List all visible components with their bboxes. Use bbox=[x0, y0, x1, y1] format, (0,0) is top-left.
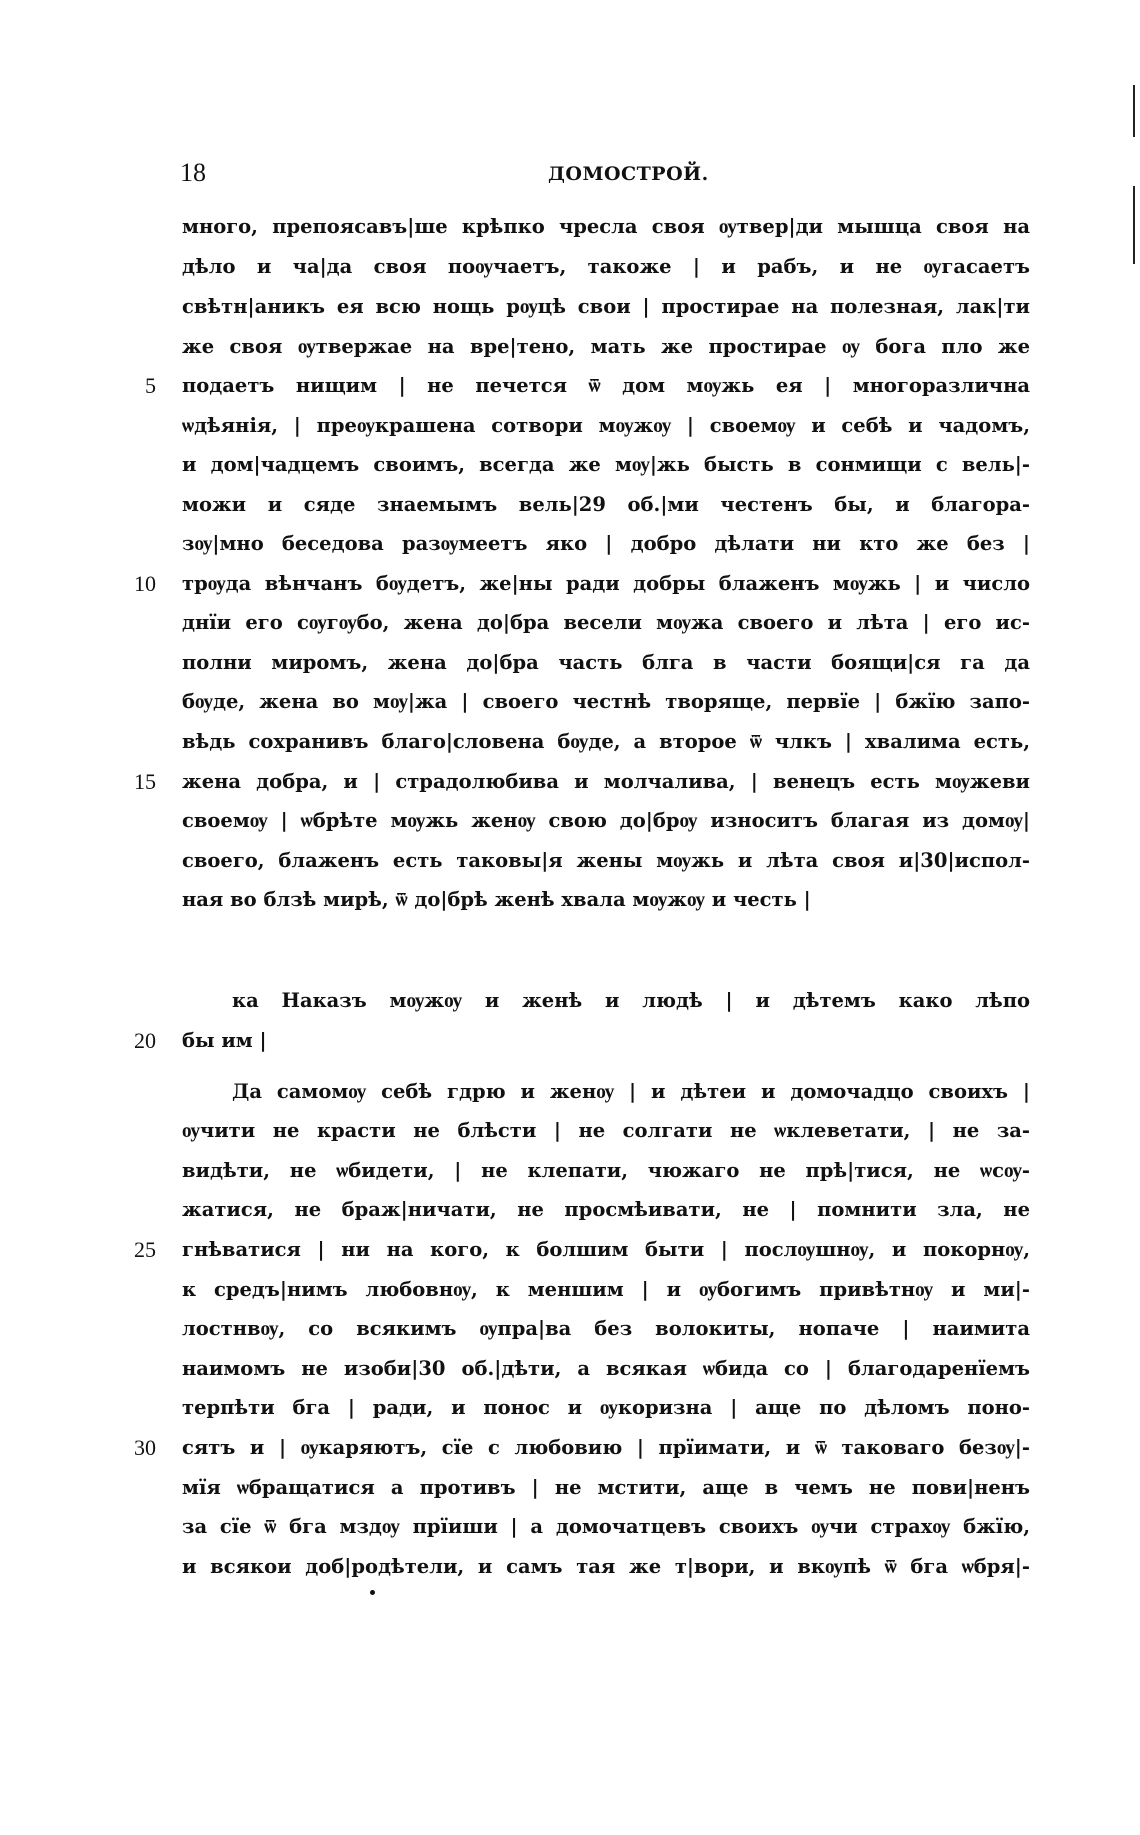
text-line: ѡдѣянія, | преѹкрашена сотвори мѹжѹ | своемѹ и себѣ и чадомъ, bbox=[182, 414, 1030, 437]
text-line: своего, блаженъ есть таковы|я жены мѹжь и лѣта своя и|30|испол- bbox=[182, 849, 1030, 872]
text-line: своемѹ | ѡбрѣте мѹжь женѹ свою до|брѹ износитъ благая из домѹ| bbox=[182, 809, 1030, 832]
text-line: днїи его сѹгѹбо, жена до|бра весели мѹжа своего и лѣта | его ис- bbox=[182, 611, 1030, 634]
edge-mark-mid bbox=[1133, 186, 1135, 264]
heading-line: бы им | bbox=[182, 1029, 267, 1052]
text-line: видѣти, не ѡбидети, | не клепати, чюжаго не прѣ|тися, не ѡсѹ- bbox=[182, 1159, 1030, 1182]
line-number: 5 bbox=[145, 373, 156, 398]
text-line: гнѣватися | ни на кого, к болшим быти | послѹшнѹ, и покорнѹ, bbox=[182, 1238, 1030, 1261]
edge-mark-top bbox=[1133, 85, 1135, 137]
text-line: и всякои доб|родѣтели, и самъ тая же т|вори, и вкѹпѣ ѿ бга ѡбря|- bbox=[182, 1555, 1030, 1578]
text-line: бѹде, жена во мѹ|жа | своего честнѣ творяще, первїе | бжїю запо- bbox=[182, 690, 1030, 713]
text-line: ная во блзѣ мирѣ, ѿ до|брѣ женѣ хвала мѹжѹ и честь | bbox=[182, 888, 811, 911]
page-number: 18 bbox=[180, 158, 206, 187]
text-line: свѣтн|аникъ ея всю нощь рѹцѣ свои | простирае на полезная, лак|ти bbox=[182, 295, 1030, 318]
text-line: лостнвѹ, со всякимъ ѹпра|ва без волокиты, нопаче | наимита bbox=[182, 1317, 1030, 1340]
text-line: же своя ѹтвержае на вре|тено, мать же простирае ѹ бога пло же bbox=[182, 335, 1030, 358]
text-line: много, препоясавъ|ше крѣпко чресла своя ѹтвер|ди мышца своя на bbox=[182, 215, 1030, 238]
line-number: 25 bbox=[134, 1237, 156, 1262]
line-number: 15 bbox=[134, 769, 156, 794]
text-line: жена добра, и | страдолюбива и молчалива, | венецъ есть мѹжеви bbox=[182, 770, 1030, 793]
text-line: за сїе ѿ бга мздѹ прїиши | а домочатцевъ своихъ ѹчи страхѹ бжїю, bbox=[182, 1515, 1030, 1538]
text-line: жатися, не браж|ничати, не просмѣивати, не | помнити зла, не bbox=[182, 1198, 1030, 1221]
text-line: терпѣти бга | ради, и понос и ѹкоризна | аще по дѣломъ поно- bbox=[182, 1396, 1030, 1419]
text-line: ѹчити не красти не блѣсти | не солгати не ѡклеветати, | не за- bbox=[182, 1119, 1030, 1142]
line-number: 30 bbox=[134, 1435, 156, 1460]
text-line: можи и сяде знаемымъ вель|29 об.|ми честенъ бы, и благора- bbox=[182, 493, 1030, 516]
text-line: и дом|чадцемъ своимъ, всегда же мѹ|жь бысть в сонмищи с вель|- bbox=[182, 453, 1030, 476]
text-line: мїя ѡбращатися а противъ | не мстити, аще в чемъ не пови|ненъ bbox=[182, 1476, 1030, 1499]
heading-line: ка Наказъ мѹжѹ и женѣ и людѣ | и дѣтемъ како лѣпо bbox=[232, 989, 1030, 1012]
ink-dot bbox=[370, 1590, 375, 1595]
text-line: к средъ|нимъ любовнѹ, к меншим | и ѹбогимъ привѣтнѹ и ми|- bbox=[182, 1278, 1030, 1301]
line-number: 10 bbox=[134, 571, 156, 596]
line-number: 20 bbox=[134, 1028, 156, 1053]
text-line: дѣло и ча|да своя поѹчаетъ, такоже | и рабъ, и не ѹгасаетъ bbox=[182, 255, 1030, 278]
text-line: вѣдь сохранивъ благо|словена бѹде, а второе ѿ члкъ | хвалима есть, bbox=[182, 730, 1030, 753]
running-header: ДОМОСТРОЙ. bbox=[548, 163, 709, 185]
text-line: подаетъ нищим | не печется ѿ дом мѹжь ея | многоразлична bbox=[182, 374, 1030, 397]
text-line: зѹ|мно беседова разѹмеетъ яко | добро дѣлати ни кто же без | bbox=[182, 532, 1030, 555]
text-line: наимомъ не изоби|30 об.|дѣти, а всякая ѡбида со | благодаренїемъ bbox=[182, 1357, 1030, 1380]
text-line: сятъ и | ѹкаряютъ, сїе с любовию | прїимати, и ѿ таковаго безѹ|- bbox=[182, 1436, 1030, 1459]
text-line: трѹда вѣнчанъ бѹдетъ, же|ны ради добры блаженъ мѹжь | и число bbox=[182, 572, 1030, 595]
text-line: полни миромъ, жена до|бра часть блга в части боящи|ся га да bbox=[182, 651, 1030, 674]
text-line: Да самомѹ себѣ гдрю и женѹ | и дѣтеи и домочадцо своихъ | bbox=[232, 1080, 1030, 1103]
